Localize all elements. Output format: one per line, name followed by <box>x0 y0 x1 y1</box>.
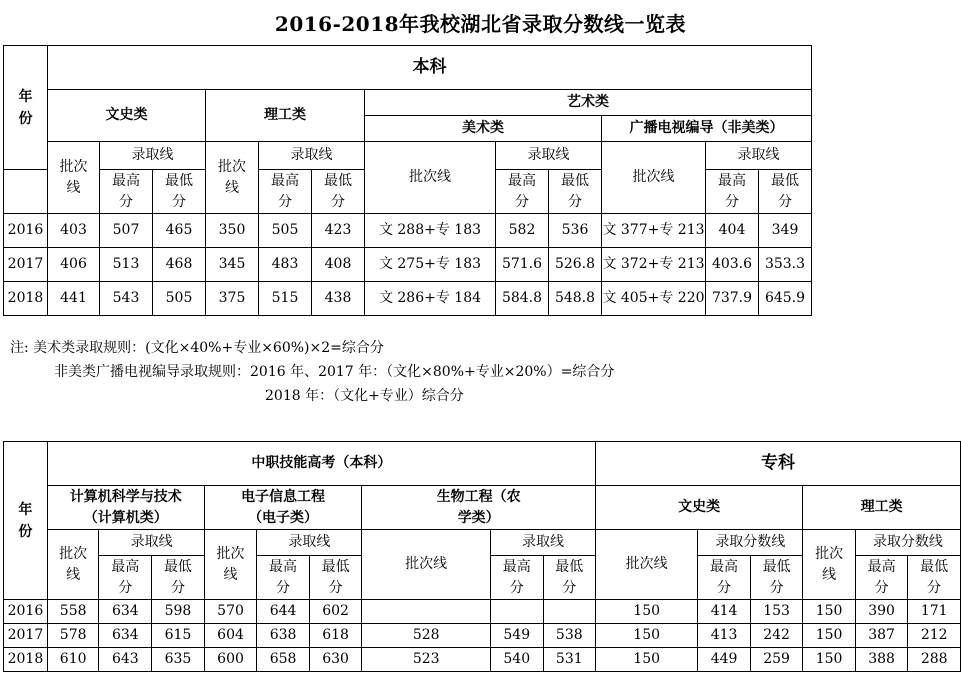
yishu-header: 艺术类 <box>365 90 812 116</box>
max-header: 最高分 <box>698 556 751 600</box>
cell: 2016 <box>4 600 48 624</box>
cell: 465 <box>153 214 206 248</box>
cell: 468 <box>153 248 206 282</box>
cell: 423 <box>312 214 365 248</box>
cell: 413 <box>698 624 751 648</box>
cell <box>543 600 596 624</box>
max-header: 最高分 <box>259 170 312 214</box>
dianzi-header: 电子信息工程（电子类） <box>204 486 362 530</box>
min-header: 最低分 <box>309 556 362 600</box>
note-line: 非美类广播电视编导录取规则：2016 年、2017 年：（文化×80%+专业×20%）=综合分 <box>54 364 615 380</box>
cell: 635 <box>152 648 205 672</box>
cell: 483 <box>259 248 312 282</box>
cell: 345 <box>206 248 259 282</box>
cell: 文 286+专 184 <box>365 282 496 316</box>
cell: 645.9 <box>759 282 812 316</box>
cell: 643 <box>99 648 152 672</box>
table-row <box>4 624 961 648</box>
cell: 634 <box>99 624 152 648</box>
note-line: 注: 美术类录取规则：(文化×40%+专业×60%)×2=综合分 <box>10 340 384 356</box>
shengwu-header: 生物工程（农学类） <box>362 486 596 530</box>
cell: 630 <box>309 648 362 672</box>
notes <box>10 336 614 408</box>
guangbo-header: 广播电视编导（非美类） <box>602 116 812 142</box>
cell: 441 <box>48 282 100 316</box>
max-header: 最高分 <box>257 556 310 600</box>
table-row <box>4 282 812 316</box>
cell: 584.8 <box>496 282 549 316</box>
cell: 403 <box>48 214 100 248</box>
cell: 404 <box>706 214 759 248</box>
cell: 2017 <box>4 624 48 648</box>
luqu-header: 录取线 <box>99 530 204 556</box>
max-header: 最高分 <box>706 170 759 214</box>
cell: 文 275+专 183 <box>365 248 496 282</box>
wenke-header: 文史类 <box>596 486 803 530</box>
cell: 406 <box>48 248 100 282</box>
table-row <box>4 648 961 672</box>
cell: 350 <box>206 214 259 248</box>
cell: 526.8 <box>549 248 602 282</box>
cell: 598 <box>152 600 205 624</box>
cell: 文 372+专 213 <box>602 248 706 282</box>
benke-header: 本科 <box>48 46 812 90</box>
cell: 644 <box>257 600 310 624</box>
cell: 618 <box>309 624 362 648</box>
zhongzhi-header: 中职技能高考（本科） <box>47 442 595 486</box>
table-row <box>4 248 812 282</box>
cell: 449 <box>698 648 751 672</box>
cell: 2016 <box>4 214 48 248</box>
cell: 604 <box>204 624 257 648</box>
cell: 150 <box>596 600 698 624</box>
cell: 390 <box>855 600 908 624</box>
cell <box>491 600 544 624</box>
min-header: 最低分 <box>312 170 365 214</box>
cell: 548.8 <box>549 282 602 316</box>
cell: 737.9 <box>706 282 759 316</box>
cell: 414 <box>698 600 751 624</box>
table-row <box>4 600 961 624</box>
min-header: 最低分 <box>152 556 205 600</box>
cell: 610 <box>47 648 99 672</box>
note-line: 2018 年：（文化+专业）综合分 <box>265 388 464 404</box>
min-header: 最低分 <box>759 170 812 214</box>
cell: 531 <box>543 648 596 672</box>
luqu-header: 录取线 <box>496 142 602 170</box>
luqu-fen-header: 录取分数线 <box>698 530 803 556</box>
max-header: 最高分 <box>100 170 153 214</box>
max-header: 最高分 <box>496 170 549 214</box>
cell: 文 377+专 213 <box>602 214 706 248</box>
min-header: 最低分 <box>549 170 602 214</box>
cell: 602 <box>309 600 362 624</box>
cell: 540 <box>491 648 544 672</box>
cell: 153 <box>750 600 803 624</box>
cell: 2018 <box>4 282 48 316</box>
cell: 2018 <box>4 648 48 672</box>
cell: 150 <box>803 624 856 648</box>
cell: 507 <box>100 214 153 248</box>
cell: 505 <box>153 282 206 316</box>
max-header: 最高分 <box>855 556 908 600</box>
cell: 528 <box>362 624 491 648</box>
max-header: 最高分 <box>99 556 152 600</box>
cell: 150 <box>596 648 698 672</box>
luqu-header: 录取线 <box>100 142 206 170</box>
min-header: 最低分 <box>908 556 961 600</box>
cell: 658 <box>257 648 310 672</box>
zhuanke-header: 专科 <box>596 442 961 486</box>
cell: 349 <box>759 214 812 248</box>
cell <box>362 600 491 624</box>
min-header: 最低分 <box>750 556 803 600</box>
ligong-header: 理工类 <box>206 90 365 142</box>
cell: 513 <box>100 248 153 282</box>
jisuanji-header: 计算机科学与技术（计算机类） <box>47 486 204 530</box>
min-header: 最低分 <box>543 556 596 600</box>
cell: 549 <box>491 624 544 648</box>
pici-header: 批次线 <box>48 142 100 214</box>
page-title: 2016-2018年我校湖北省录取分数线一览表 <box>274 12 687 36</box>
cell: 600 <box>204 648 257 672</box>
pici-header: 批次线 <box>47 530 99 600</box>
meishu-header: 美术类 <box>365 116 602 142</box>
max-header: 最高分 <box>491 556 544 600</box>
luqu-header: 录取线 <box>257 530 362 556</box>
cell: 638 <box>257 624 310 648</box>
cell: 388 <box>855 648 908 672</box>
zhongzhi-zhuanke-score-table <box>3 441 961 672</box>
min-header: 最低分 <box>153 170 206 214</box>
cell: 582 <box>496 214 549 248</box>
cell: 353.3 <box>759 248 812 282</box>
cell: 2017 <box>4 248 48 282</box>
year-header: 年份 <box>4 46 48 170</box>
cell: 288 <box>908 648 961 672</box>
pici-header: 批次线 <box>365 142 496 214</box>
cell: 403.6 <box>706 248 759 282</box>
pici-header: 批次线 <box>602 142 706 214</box>
cell: 150 <box>596 624 698 648</box>
cell: 171 <box>908 600 961 624</box>
cell: 375 <box>206 282 259 316</box>
pici-header: 批次线 <box>596 530 698 600</box>
like-header: 理工类 <box>803 486 961 530</box>
cell: 558 <box>47 600 99 624</box>
pici-header: 批次线 <box>362 530 491 600</box>
cell: 文 405+专 220 <box>602 282 706 316</box>
luqu-header: 录取线 <box>491 530 596 556</box>
cell: 615 <box>152 624 205 648</box>
cell: 578 <box>47 624 99 648</box>
cell: 259 <box>750 648 803 672</box>
cell: 文 288+专 183 <box>365 214 496 248</box>
luqu-fen-header: 录取分数线 <box>855 530 960 556</box>
year-header: 年份 <box>4 442 48 600</box>
cell: 515 <box>259 282 312 316</box>
cell: 523 <box>362 648 491 672</box>
cell: 212 <box>908 624 961 648</box>
cell: 438 <box>312 282 365 316</box>
cell: 571.6 <box>496 248 549 282</box>
table-row <box>4 214 812 248</box>
cell: 242 <box>750 624 803 648</box>
pici-header: 批次线 <box>803 530 856 600</box>
cell: 505 <box>259 214 312 248</box>
cell: 543 <box>100 282 153 316</box>
pici-header: 批次线 <box>204 530 257 600</box>
cell: 536 <box>549 214 602 248</box>
cell: 387 <box>855 624 908 648</box>
wenshi-header: 文史类 <box>48 90 206 142</box>
luqu-header: 录取线 <box>706 142 812 170</box>
cell: 150 <box>803 600 856 624</box>
cell: 634 <box>99 600 152 624</box>
cell: 150 <box>803 648 856 672</box>
cell: 408 <box>312 248 365 282</box>
cell: 538 <box>543 624 596 648</box>
cell: 570 <box>204 600 257 624</box>
pici-header: 批次线 <box>206 142 259 214</box>
luqu-header: 录取线 <box>259 142 365 170</box>
benke-score-table <box>3 45 812 316</box>
